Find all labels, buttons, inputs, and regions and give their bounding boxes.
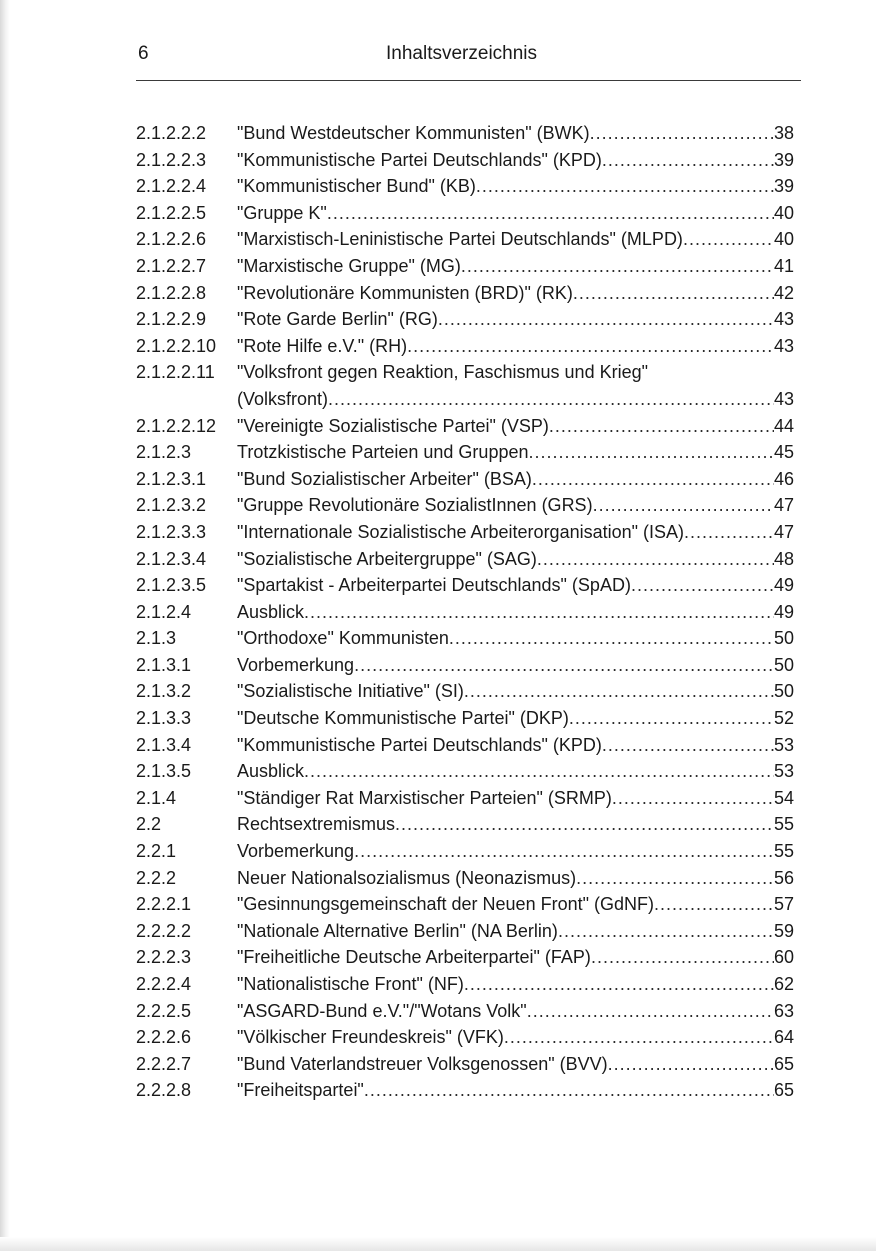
toc-entry-line xyxy=(237,998,794,1025)
toc-entry-body xyxy=(237,599,794,626)
toc-entry-page: 50 xyxy=(773,681,794,702)
toc-dot-leader xyxy=(354,838,774,865)
toc-entry-body xyxy=(237,226,794,253)
toc-entry-body xyxy=(237,280,794,307)
toc-entry-title: "Bund Sozialistischer Arbeiter" (BSA) xyxy=(237,468,532,489)
toc-dot-leader xyxy=(304,758,774,785)
toc-entry-line xyxy=(237,280,794,307)
toc-entry-line xyxy=(237,466,794,493)
toc-entry-line xyxy=(237,333,794,360)
toc-dot-leader xyxy=(304,599,774,626)
toc-entry-line xyxy=(237,572,794,599)
toc-entry-body xyxy=(237,359,794,412)
toc-entry-title: Vorbemerkung xyxy=(237,654,355,675)
toc-entry-number: 2.2.1 xyxy=(136,841,177,862)
toc-entry-title: "Gruppe K" xyxy=(237,202,327,223)
toc-dot-leader xyxy=(527,998,774,1025)
toc-entry-number: 2.1.2.3.5 xyxy=(136,575,207,596)
toc-dot-leader xyxy=(476,173,774,200)
toc-entry-line xyxy=(237,811,794,838)
toc-entry-number: 2.1.2.3.3 xyxy=(136,521,207,542)
toc-entry-number: 2.1.2.3.1 xyxy=(136,468,207,489)
toc-entry xyxy=(136,918,794,945)
toc-entry-body xyxy=(237,678,794,705)
toc-entry xyxy=(136,306,794,333)
toc-entry-line xyxy=(237,971,794,998)
toc-entry-page: 50 xyxy=(773,654,794,675)
toc-dot-leader xyxy=(593,492,774,519)
toc-entry-title: "Nationale Alternative Berlin" (NA Berlin) xyxy=(237,920,558,941)
toc-entry xyxy=(136,998,794,1025)
toc-entry-title: "Gruppe Revolutionäre SozialistInnen (GRS) xyxy=(237,495,593,516)
toc-entry-page: 39 xyxy=(773,149,794,170)
toc-entry-title: "Nationalistische Front" (NF) xyxy=(237,974,464,994)
toc-entry-body xyxy=(237,1024,794,1051)
toc-entry-body xyxy=(237,253,794,280)
toc-entry-body xyxy=(237,120,794,147)
toc-dot-leader xyxy=(684,519,774,546)
toc-entry-line xyxy=(237,652,794,679)
toc-entry-body xyxy=(237,519,794,546)
toc-dot-leader xyxy=(364,1077,774,1104)
toc-dot-leader xyxy=(504,1024,774,1051)
toc-dot-leader xyxy=(461,253,774,280)
toc-entry-body xyxy=(237,147,794,174)
toc-entry-body xyxy=(237,306,794,333)
toc-dot-leader xyxy=(449,625,774,652)
toc-dot-leader xyxy=(395,811,774,838)
toc-entry-body xyxy=(237,758,794,785)
toc-dot-leader xyxy=(573,280,774,307)
toc-entry-page: 47 xyxy=(773,521,794,542)
toc-entry-title: "Freiheitspartei" xyxy=(237,1080,364,1101)
toc-entry-line xyxy=(237,173,794,200)
toc-dot-leader xyxy=(558,918,774,945)
toc-entry-body xyxy=(237,705,794,732)
toc-dot-leader xyxy=(576,865,774,892)
toc-entry-page: 40 xyxy=(773,229,794,250)
toc-entry-body xyxy=(237,811,794,838)
toc-dot-leader xyxy=(602,147,774,174)
toc-entry-body xyxy=(237,1077,794,1104)
toc-entry-body xyxy=(237,785,794,812)
toc-entry-line xyxy=(237,732,794,759)
toc-entry-page: 53 xyxy=(773,734,794,755)
toc-entry xyxy=(136,492,794,519)
toc-entry-line xyxy=(237,1051,794,1078)
toc-entry xyxy=(136,226,794,253)
toc-entry-line xyxy=(237,546,794,573)
toc-entry-page: 39 xyxy=(773,176,794,197)
toc-entry-title: "Deutsche Kommunistische Partei" (DKP) xyxy=(237,708,569,729)
toc-entry-line xyxy=(237,120,794,147)
toc-dot-leader xyxy=(327,200,774,227)
toc-entry-line xyxy=(237,1077,794,1104)
toc-entry-line xyxy=(237,492,794,519)
toc-entry-page: 53 xyxy=(773,761,794,782)
toc-entry-body xyxy=(237,918,794,945)
toc-entry-body xyxy=(237,546,794,573)
toc-entry-number: 2.2.2.5 xyxy=(136,1000,192,1021)
toc-dot-leader xyxy=(537,546,774,573)
toc-entry-page: 38 xyxy=(773,123,794,143)
toc-entry-page: 60 xyxy=(773,947,794,968)
toc-entry-number: 2.1.2.4 xyxy=(136,601,192,622)
toc-entry-line xyxy=(237,944,794,971)
toc-entry xyxy=(136,1024,794,1051)
toc-entry-title: "Rote Hilfe e.V." (RH) xyxy=(237,335,408,356)
toc-entry-title: Vorbemerkung xyxy=(237,841,355,862)
toc-entry xyxy=(136,466,794,493)
toc-entry-line xyxy=(237,705,794,732)
toc-entry xyxy=(136,705,794,732)
toc-entry-title: "Bund Vaterlandstreuer Volksgenossen" (BVV) xyxy=(237,1053,608,1074)
toc-entry-line xyxy=(237,226,794,253)
toc-entry-body xyxy=(237,838,794,865)
toc-entry-line xyxy=(237,891,794,918)
toc-entry-title: "Gesinnungsgemeinschaft der Neuen Front" (GdNF) xyxy=(237,894,654,915)
toc-entry-line xyxy=(237,359,794,386)
toc-entry xyxy=(136,546,794,573)
toc-entry-title: "Kommunistische Partei Deutschlands" (KPD) xyxy=(237,149,602,170)
toc-entry xyxy=(136,678,794,705)
toc-dot-leader xyxy=(591,944,774,971)
toc-entry-number: 2.1.2.2.7 xyxy=(136,255,207,276)
toc-entry-page: 41 xyxy=(773,255,794,276)
toc-entry-number: 2.1.3.3 xyxy=(136,708,192,729)
toc-entry-page: 42 xyxy=(773,282,794,303)
toc-entry-title: Ausblick xyxy=(237,601,305,622)
toc-dot-leader xyxy=(683,226,774,253)
toc-entry-title: "Ständiger Rat Marxistischer Parteien" (SRMP) xyxy=(237,787,612,808)
toc-entry-body xyxy=(237,200,794,227)
toc-entry-title: "Internationale Sozialistische Arbeiterorganisation" (ISA) xyxy=(237,521,685,542)
toc-entry-number: 2.1.2.2.10 xyxy=(136,335,217,356)
page-edge-shadow xyxy=(0,0,10,1251)
toc-dot-leader xyxy=(354,652,774,679)
toc-entry-body xyxy=(237,333,794,360)
toc-entry-line xyxy=(237,200,794,227)
toc-entry-page: 50 xyxy=(773,628,794,649)
toc-entry-line xyxy=(237,838,794,865)
toc-entry-number: 2.1.2.2.9 xyxy=(136,309,207,330)
toc-entry-number: 2.1.4 xyxy=(136,787,177,808)
toc-dot-leader xyxy=(464,678,774,705)
toc-entry-number: 2.2.2.2 xyxy=(136,920,192,941)
toc-entry xyxy=(136,147,794,174)
toc-entry-line xyxy=(237,785,794,812)
toc-entry-line xyxy=(237,599,794,626)
toc-entry-page: 43 xyxy=(773,388,794,409)
toc-entry-body xyxy=(237,652,794,679)
toc-entry xyxy=(136,200,794,227)
toc-entry xyxy=(136,732,794,759)
toc-entry-title: Ausblick xyxy=(237,761,305,782)
toc-entry-body xyxy=(237,466,794,493)
toc-entry-number: 2.1.2.3.2 xyxy=(136,495,207,516)
running-head: Inhaltsverzeichnis xyxy=(386,43,538,64)
toc-entry-number: 2.2.2 xyxy=(136,867,177,888)
toc-entry-title: "Marxistische Gruppe" (MG) xyxy=(237,255,461,276)
toc-entry-line xyxy=(237,865,794,892)
toc-entry xyxy=(136,1051,794,1078)
toc-entry-body xyxy=(237,998,794,1025)
toc-entry-title: "Kommunistischer Bund" (KB) xyxy=(237,176,476,197)
toc-entry xyxy=(136,971,794,998)
toc-entry-line xyxy=(237,678,794,705)
toc-entry xyxy=(136,785,794,812)
toc-entry-number: 2.1.3.5 xyxy=(136,761,192,782)
toc-entry xyxy=(136,120,794,147)
toc-entry-title: "Kommunistische Partei Deutschlands" (KPD) xyxy=(237,734,602,755)
toc-entry-number: 2.1.2.2.12 xyxy=(136,415,217,436)
toc-entry xyxy=(136,838,794,865)
toc-entry-title: "ASGARD-Bund e.V."/"Wotans Volk" xyxy=(237,1000,527,1021)
toc-dot-leader xyxy=(549,413,774,440)
toc-entry-page: 55 xyxy=(773,841,794,862)
toc-entry-title: Neuer Nationalsozialismus (Neonazismus) xyxy=(237,867,577,888)
toc-entry-title: "Rote Garde Berlin" (RG) xyxy=(237,309,438,330)
toc-entry-body xyxy=(237,625,794,652)
toc-entry-page: 46 xyxy=(773,468,794,489)
toc-entry-number: 2.1.3.4 xyxy=(136,734,192,755)
toc-entry xyxy=(136,891,794,918)
toc-dot-leader xyxy=(569,705,774,732)
toc-entry-page: 56 xyxy=(773,867,794,888)
toc-entry-page: 47 xyxy=(773,495,794,516)
toc-entry-title: "Freiheitliche Deutsche Arbeiterpartei" (FAP) xyxy=(237,947,591,968)
toc-entry-line xyxy=(237,306,794,333)
toc-entry-body xyxy=(237,572,794,599)
toc-entry-title: "Revolutionäre Kommunisten (BRD)" (RK) xyxy=(237,282,573,303)
toc-entry-body xyxy=(237,944,794,971)
toc-entry-page: 62 xyxy=(773,974,794,994)
toc-entry-number: 2.1.2.2.8 xyxy=(136,282,207,303)
toc-entry xyxy=(136,280,794,307)
toc-dot-leader xyxy=(602,732,774,759)
toc-entry-title: Rechtsextremismus xyxy=(237,814,396,835)
toc-entry-title: "Vereinigte Sozialistische Partei" (VSP) xyxy=(237,415,549,436)
toc-entry-page: 43 xyxy=(773,309,794,330)
toc-entry-line xyxy=(237,625,794,652)
toc-entry-page: 54 xyxy=(773,787,794,808)
toc-entry-body xyxy=(237,439,794,466)
toc-entry xyxy=(136,519,794,546)
toc-entry-page: 55 xyxy=(773,814,794,835)
toc-entry-title: "Orthodoxe" Kommunisten xyxy=(237,628,449,649)
toc-dot-leader xyxy=(612,785,774,812)
toc-entry-page: 49 xyxy=(773,601,794,622)
toc-entry-number: 2.2.2.7 xyxy=(136,1053,192,1074)
toc-dot-leader xyxy=(464,971,774,998)
toc-entry-number: 2.2.2.4 xyxy=(136,974,192,994)
toc-entry-page: 45 xyxy=(773,442,794,463)
toc-entry-body xyxy=(237,413,794,440)
toc-dot-leader xyxy=(631,572,774,599)
toc-entry-page: 59 xyxy=(773,920,794,941)
toc-entry-number: 2.2.2.6 xyxy=(136,1027,192,1048)
toc-entry-body xyxy=(237,1051,794,1078)
toc-entry-page: 52 xyxy=(773,708,794,729)
toc-entry-number: 2.1.2.2.4 xyxy=(136,176,207,197)
toc-entry-number: 2.1.2.3 xyxy=(136,442,192,463)
toc-entry-number: 2.1.2.2.6 xyxy=(136,229,207,250)
toc-entry-title: "Volksfront gegen Reaktion, Faschismus und Krieg" xyxy=(237,362,648,383)
header-rule xyxy=(136,80,801,81)
toc-dot-leader xyxy=(528,439,773,466)
toc-entry-page: 57 xyxy=(773,894,794,915)
toc-entry xyxy=(136,758,794,785)
toc-entry xyxy=(136,652,794,679)
toc-entry-number: 2.1.2.2.3 xyxy=(136,149,207,170)
toc-entry-number: 2.2.2.1 xyxy=(136,894,192,915)
toc-entry-title: "Völkischer Freundeskreis" (VFK) xyxy=(237,1027,504,1048)
toc-entry-body xyxy=(237,971,794,998)
toc-entry-line xyxy=(237,918,794,945)
toc-entry-title: (Volksfront) xyxy=(237,388,329,409)
toc-entry xyxy=(136,1077,794,1104)
table-of-contents xyxy=(136,120,794,1104)
toc-entry-number: 2.2.2.8 xyxy=(136,1080,192,1101)
toc-entry-page: 43 xyxy=(773,335,794,356)
toc-dot-leader xyxy=(590,120,774,147)
toc-entry-title: "Sozialistische Arbeitergruppe" (SAG) xyxy=(237,548,537,569)
toc-dot-leader xyxy=(328,386,774,413)
page-number: 6 xyxy=(138,43,149,64)
toc-entry-body xyxy=(237,492,794,519)
toc-entry-body xyxy=(237,732,794,759)
toc-entry-body xyxy=(237,173,794,200)
toc-entry-title: "Marxistisch-Leninistische Partei Deutschlands" (MLPD) xyxy=(237,229,683,250)
toc-entry xyxy=(136,599,794,626)
toc-entry-line xyxy=(237,758,794,785)
toc-entry-line xyxy=(237,1024,794,1051)
toc-entry-page: 65 xyxy=(773,1080,794,1101)
toc-dot-leader xyxy=(654,891,774,918)
toc-entry-body xyxy=(237,891,794,918)
page-bottom-shadow xyxy=(0,1237,876,1251)
toc-entry-page: 48 xyxy=(773,548,794,569)
toc-entry xyxy=(136,944,794,971)
toc-entry-page: 65 xyxy=(773,1053,794,1074)
toc-entry-line xyxy=(237,413,794,440)
toc-entry xyxy=(136,333,794,360)
toc-entry-line xyxy=(237,386,794,413)
toc-entry xyxy=(136,413,794,440)
toc-entry-line xyxy=(237,519,794,546)
toc-entry xyxy=(136,572,794,599)
toc-entry-number: 2.1.3.1 xyxy=(136,654,192,675)
toc-entry xyxy=(136,439,794,466)
toc-dot-leader xyxy=(532,466,774,493)
toc-entry-number: 2.1.3 xyxy=(136,628,177,649)
toc-entry-number: 2.1.2.2.2 xyxy=(136,123,207,143)
toc-entry-line xyxy=(237,147,794,174)
toc-entry xyxy=(136,811,794,838)
toc-entry-page: 40 xyxy=(773,202,794,223)
toc-entry xyxy=(136,359,794,412)
toc-entry-page: 44 xyxy=(773,415,794,436)
toc-entry-line xyxy=(237,439,794,466)
toc-entry-line xyxy=(237,253,794,280)
toc-entry xyxy=(136,173,794,200)
toc-dot-leader xyxy=(608,1051,774,1078)
toc-entry-number: 2.2.2.3 xyxy=(136,947,192,968)
toc-entry-number: 2.1.2.2.11 xyxy=(136,362,215,383)
toc-entry-title: Trotzkistische Parteien und Gruppen xyxy=(237,442,529,463)
toc-dot-leader xyxy=(407,333,774,360)
toc-entry-number: 2.1.2.2.5 xyxy=(136,202,207,223)
toc-entry-body xyxy=(237,865,794,892)
toc-entry-number: 2.1.3.2 xyxy=(136,681,192,702)
toc-entry-page: 64 xyxy=(773,1027,794,1048)
toc-entry xyxy=(136,253,794,280)
toc-entry-page: 49 xyxy=(773,575,794,596)
toc-entry-title: "Bund Westdeutscher Kommunisten" (BWK) xyxy=(237,123,590,143)
toc-entry-number: 2.1.2.3.4 xyxy=(136,548,207,569)
toc-entry-title: "Sozialistische Initiative" (SI) xyxy=(237,681,464,702)
toc-dot-leader xyxy=(438,306,774,333)
toc-entry-number: 2.2 xyxy=(136,814,162,835)
toc-entry-title: "Spartakist - Arbeiterpartei Deutschlands" (SpAD) xyxy=(237,575,631,596)
toc-entry-page: 63 xyxy=(773,1000,794,1021)
toc-entry xyxy=(136,625,794,652)
toc-entry xyxy=(136,865,794,892)
